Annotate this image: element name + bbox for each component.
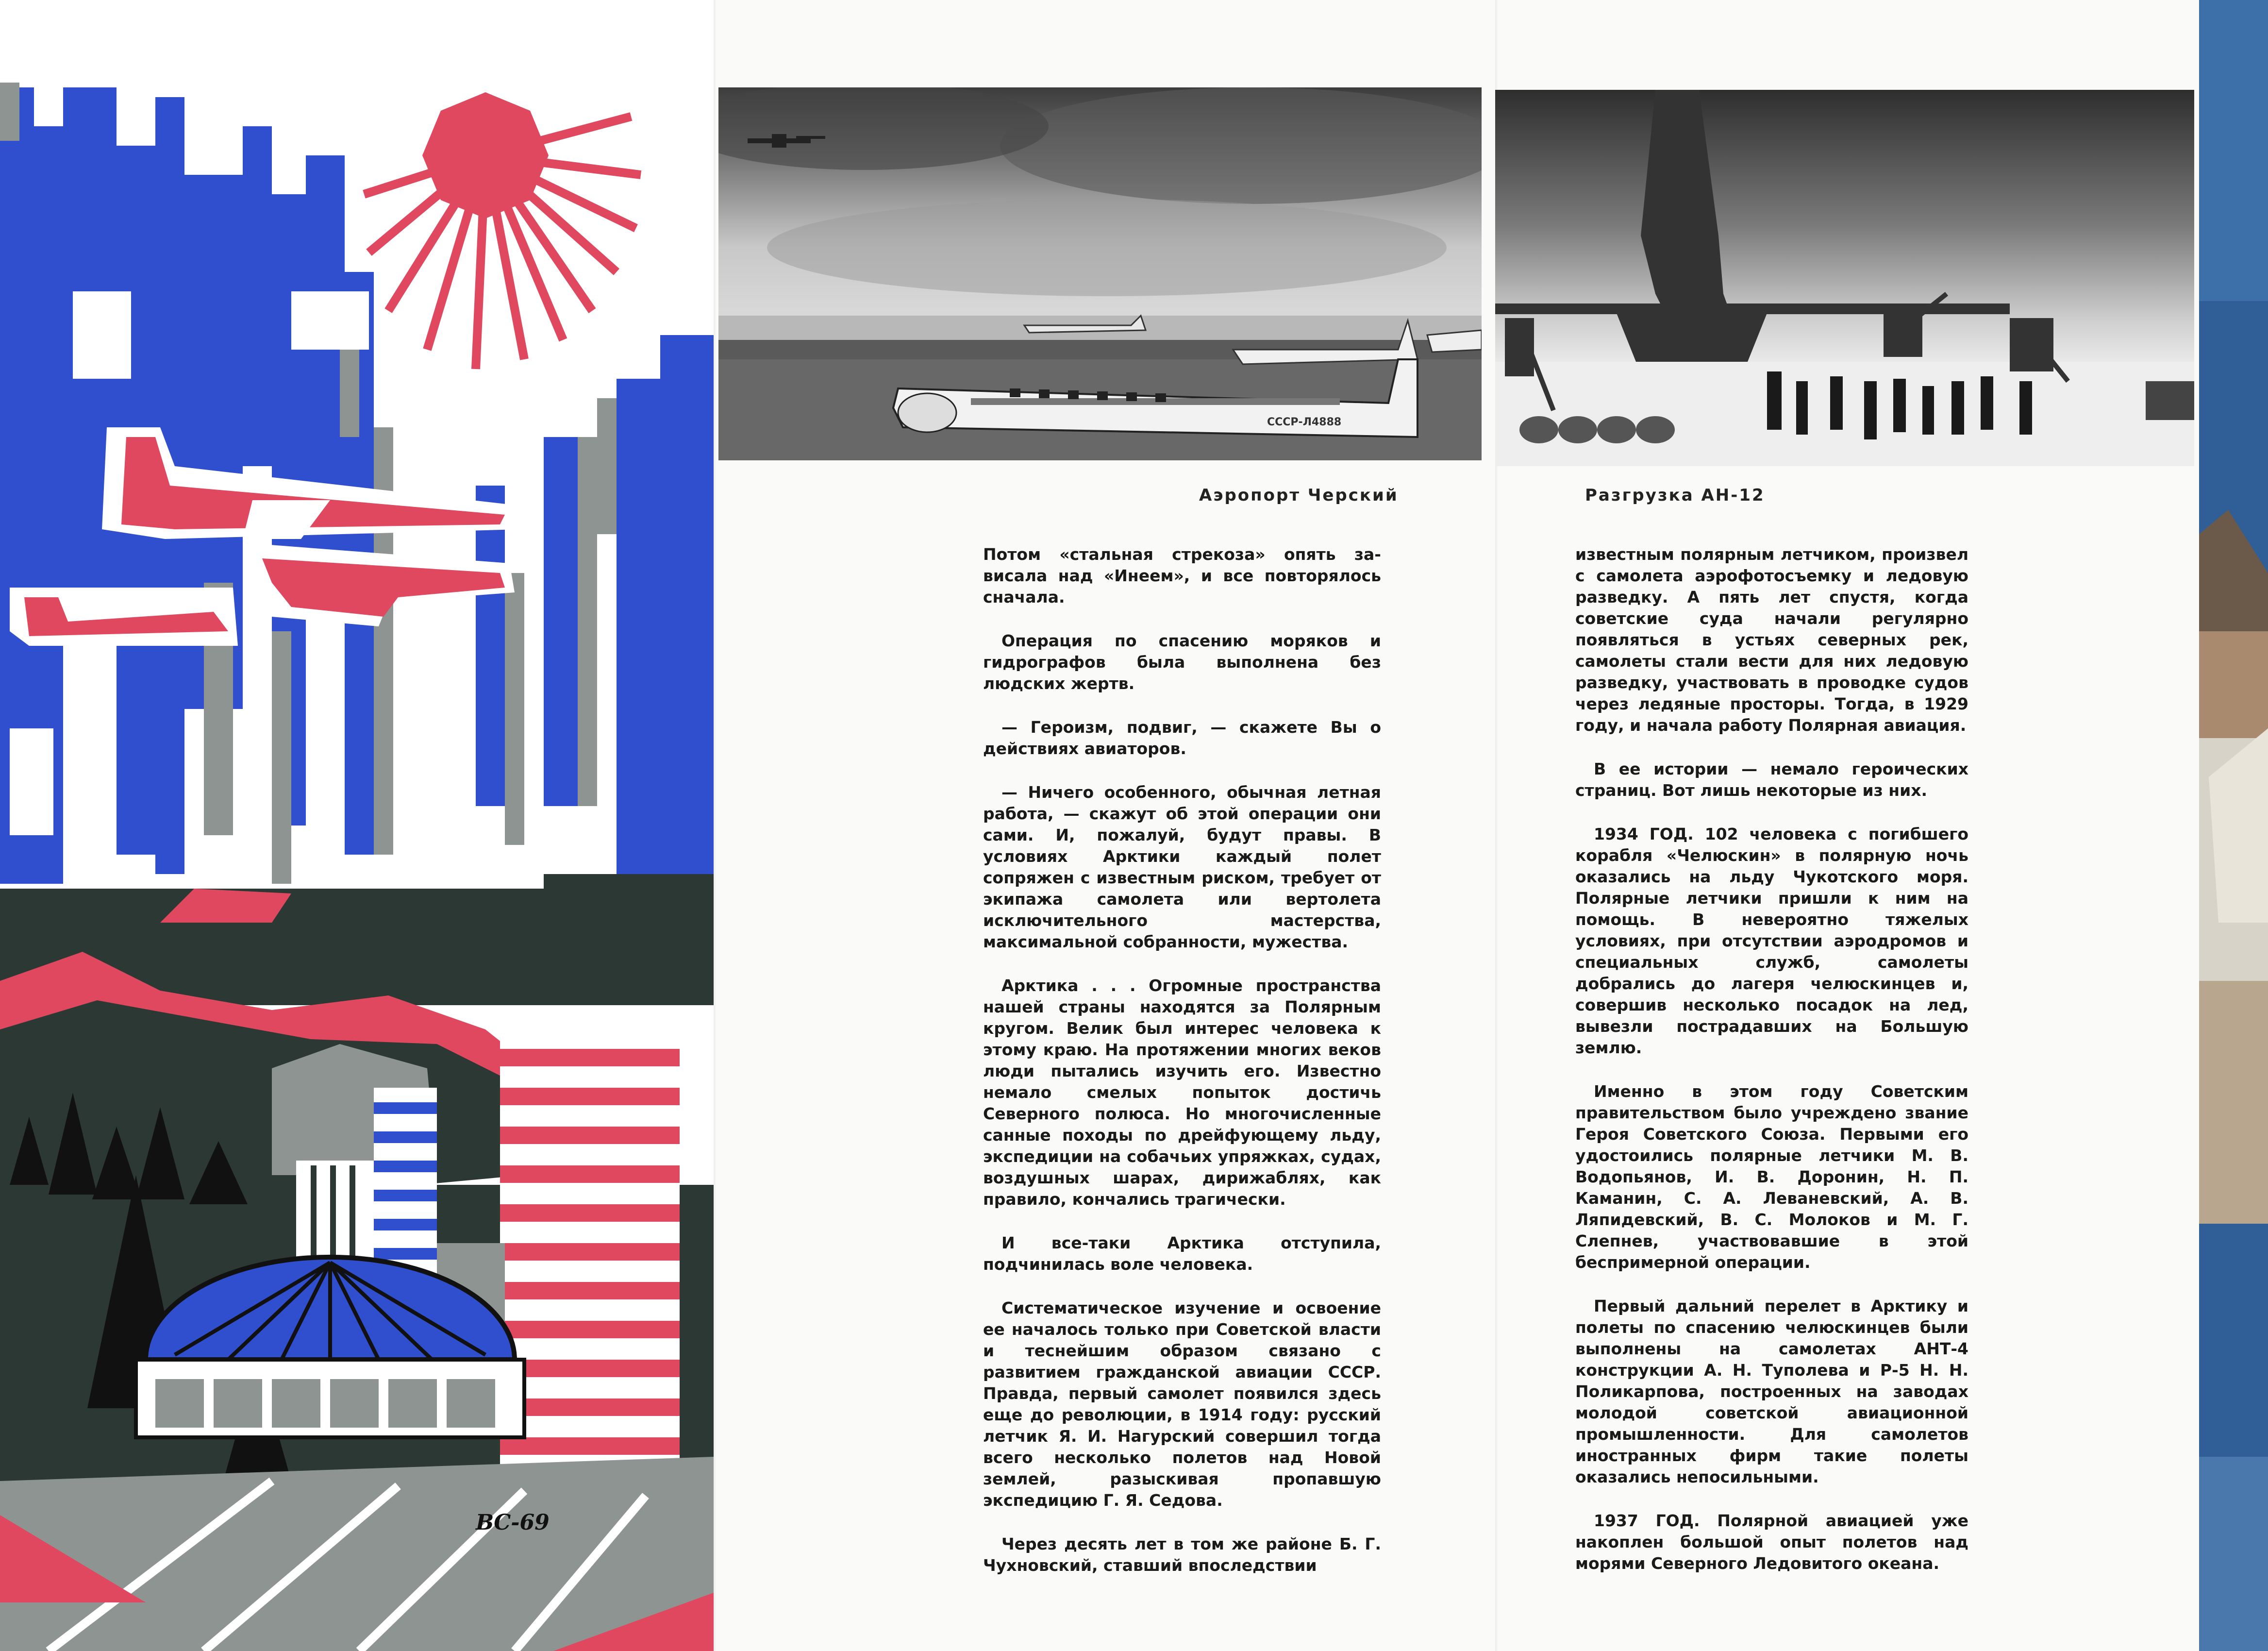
text-column-right (1575, 544, 1968, 1597)
middle-page (714, 0, 1495, 1651)
photo-caption-airport: Аэропорт Черский (1199, 486, 1399, 505)
paragraph: И все-таки Арктика отступила, подчинилась воле человека. (983, 1233, 1381, 1274)
paragraph: — Героизм, подвиг, — скажете Вы о действиях авиаторов. (983, 718, 1381, 758)
paragraph: известным полярным летчиком, произвел с самолета аэрофотосъемку и ледовую разведку. А пять лет спустя, когда советские суда начали регулярно появляться в устьях северных рек, самолеты стали вести для них ледовую разведку, участвовать в проводке судов через ледяные просторы. Тогда, в 1929 году, и начала работу Полярная авиация. (1575, 545, 1968, 735)
poster-illustration-panel (0, 0, 714, 1651)
photo-airport-chersky (718, 87, 1482, 460)
paragraph: Операция по спасению моряков и гидрографов была выполнена без людских жертв. (983, 631, 1381, 693)
paragraph: Именно в этом году Советским правительством было учреждено звание Героя Советского Союза. Первыми его удостоились полярные летчики М. В. Водопьянов, И. В. Доронин, Н. П. Каманин, С. А. Леваневский, А. В. Ляпидевский, В. С. Молоков и М. Г. Слепнев, участвовавшие в этой беспримерной операции. (1575, 1082, 1968, 1272)
arctic-aviation-poster (0, 0, 714, 1651)
plane-an2 (10, 588, 238, 646)
airport-photo-graphic (718, 87, 1482, 460)
paragraph: Систематическое изучение и освоение ее началось только при Советской власти и теснейшим образом связано с развитием гражданской авиации СССР. Правда, первый самолет появился здесь еще до революции, в 1914 году: русский летчик Я. И. Нагурский совершил тогда всего несколько полетов над Новой землей, разыскивая пропавшую экспедицию Г. Я. Седова. (983, 1298, 1381, 1510)
next-page-photo-strip (2199, 0, 2268, 1651)
right-page (1495, 0, 2199, 1651)
paragraph: Потом «стальная стрекоза» опять за-висала над «Инеем», и все повторялось сначала. (983, 545, 1381, 606)
crowd-people (1767, 371, 2032, 439)
paragraph: В ее истории — немало героических страниц. Вот лишь некоторые из них. (1575, 759, 1968, 800)
paragraph: Первый дальний перелет в Арктику и полеты по спасению челюскинцев были выполнены на самолетах АНТ-4 конструкции А. Н. Туполева и Р-5 Н. Н. Поликарпова, построенных на заводах молодой советской авиационной промышленности. Для самолетов иностранных фирм такие полеты оказались непосильными. (1575, 1297, 1968, 1486)
runway (0, 1457, 714, 1651)
paragraph: 1934 ГОД. 102 человека с погибшего корабля «Челюскин» в полярную ночь оказались на льду Чукотского моря. Полярные летчики пришли к ним на помощь. В невероятно тяжелых условиях, при отсутствии аэродромов и специальных служб, самолеты добрались до лагеря челюскинцев и, совершив несколько посадок на лед, вывезли пострадавших на Большую землю. (1575, 825, 1968, 1057)
paragraph: Через десять лет в том же районе Б. Г. Чухновский, ставший впоследствии (983, 1534, 1381, 1575)
blue-striped-tower (374, 1088, 437, 1282)
photo-an12-unloading (1495, 90, 2194, 466)
next-page-edge (2199, 0, 2268, 1651)
paragraph: Арктика . . . Огромные пространства нашей страны находятся за Полярным кругом. Велик был интерес человека к этому краю. На протяжении многих веков люди пытались изучить его. Известно немало смелых попыток достичь Северного полюса. Но многочисленные санные походы по дрейфующему льду, экспедиции на собачьих упряжках, судах, воздушных шарах, дирижаблях, как правило, кончались трагически. (983, 976, 1381, 1209)
paragraph: 1937 ГОД. Полярной авиацией уже накоплен большой опыт полетов над морями Северного Ледовитого океана. (1575, 1511, 1968, 1573)
aircraft-tail-number: СССР-Л4888 (1267, 416, 1342, 428)
an12-photo-graphic (1495, 90, 2194, 466)
text-column-left (983, 544, 1381, 1599)
photo-caption-an12: Разгрузка АН-12 (1585, 486, 1765, 505)
artist-signature: ВС-69 (476, 1510, 550, 1535)
paragraph: — Ничего особенного, обычная летная работа, — скажут об этой операции они сами. И, пожалуй, будут правы. В условиях Арктики каждый полет сопряжен с известным риском, требует от экипажа самолета или вертолета исключительного мастерства, максимальной собранности, мужества. (983, 783, 1381, 951)
